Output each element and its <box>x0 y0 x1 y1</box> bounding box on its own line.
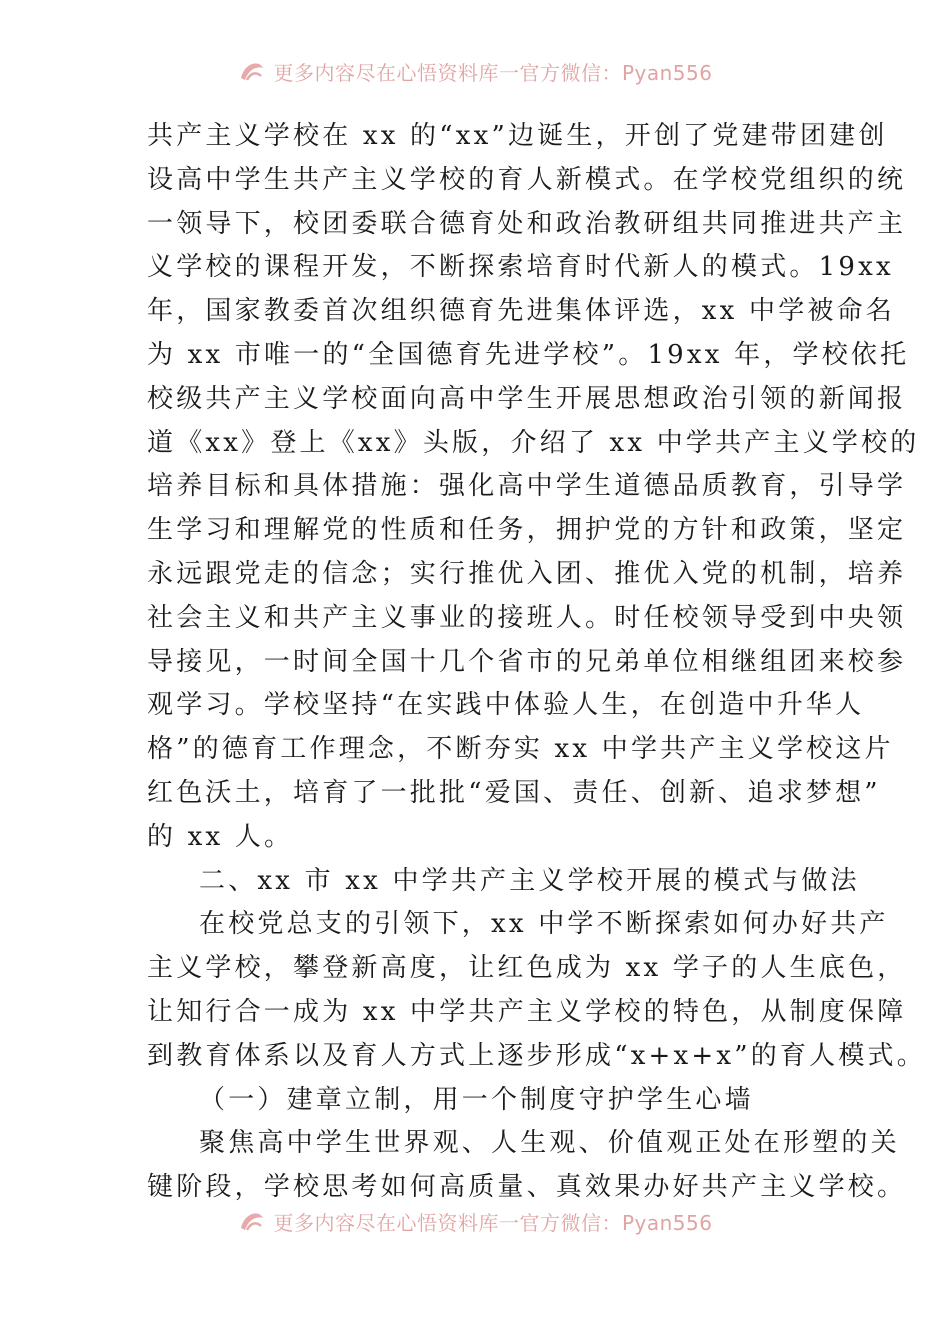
text-line: 生学习和理解党的性质和任务，拥护党的方针和政策，坚定 <box>147 515 907 546</box>
text-line: 观学习。学校坚持“在实践中体验人生，在创造中升华人 <box>147 690 865 721</box>
heading-text: （一）建章立制，用一个制度守护学生心墙 <box>199 1084 754 1115</box>
watermark-header <box>0 56 950 86</box>
text-line: 让知行合一成为 xx 中学共产主义学校的特色，从制度保障 <box>147 996 907 1027</box>
text-line: 道《xx》登上《xx》头版，介绍了 xx 中学共产主义学校的 <box>147 427 920 458</box>
text-line: 在校党总支的引领下，xx 中学不断探索如何办好共产 <box>199 909 889 940</box>
text-line: 一领导下，校团委联合德育处和政治教研组共同推进共产主 <box>147 208 907 239</box>
subsection-heading-one <box>147 1079 807 1123</box>
document-body <box>147 115 926 1210</box>
text-line: 聚焦高中学生世界观、人生观、价值观正处在形塑的关 <box>199 1128 900 1159</box>
text-line: 的 xx 人。 <box>147 821 294 852</box>
text-line: 导接见，一时间全国十几个省市的兄弟单位相继组团来校参 <box>147 646 907 677</box>
text-line: 为 xx 市唯一的“全国德育先进学校”。19xx 年，学校依托 <box>147 339 910 370</box>
text-line: 培养目标和具体措施：强化高中学生道德品质教育，引导学 <box>147 471 907 502</box>
watermark-logo-icon <box>237 58 267 84</box>
text-line: 键阶段，学校思考如何高质量、真效果办好共产主义学校。 <box>147 1172 907 1203</box>
text-line: 社会主义和共产主义事业的接班人。时任校领导受到中央领 <box>147 602 907 633</box>
watermark-text: 更多内容尽在心悟资料库一官方微信：Pyan556 <box>273 60 713 85</box>
paragraph-focus <box>147 1122 907 1210</box>
text-line: 义学校的课程开发，不断探索培育时代新人的模式。19xx <box>147 252 894 283</box>
watermark-text: 更多内容尽在心悟资料库一官方微信：Pyan556 <box>273 1210 713 1235</box>
text-line: 永远跟党走的信念；实行推优入团、推优入党的机制，培养 <box>147 558 907 589</box>
text-line: 年，国家教委首次组织德育先进集体评选，xx 中学被命名 <box>147 296 895 327</box>
text-line: 设高中学生共产主义学校的育人新模式。在学校党组织的统 <box>147 164 907 195</box>
heading-text: 二、xx 市 xx 中学共产主义学校开展的模式与做法 <box>199 865 860 896</box>
text-line: 校级共产主义学校面向高中学生开展思想政治引领的新闻报 <box>147 383 907 414</box>
watermark-logo-icon <box>237 1208 267 1234</box>
text-line: 红色沃土，培育了一批批“爱国、责任、创新、追求梦想” <box>147 777 881 808</box>
paragraph-history <box>147 115 920 860</box>
watermark-footer <box>0 1206 950 1236</box>
text-line: 共产主义学校在 xx 的“xx”边诞生，开创了党建带团建创 <box>147 121 888 151</box>
text-line: 到教育体系以及育人方式上逐步形成“x+x+x”的育人模式。 <box>147 1040 926 1071</box>
text-line: 主义学校，攀登新高度，让红色成为 xx 学子的人生底色， <box>147 953 907 984</box>
paragraph-model <box>147 903 926 1078</box>
text-line: 格”的德育工作理念，不断夯实 xx 中学共产主义学校这片 <box>147 734 894 765</box>
section-heading-two <box>147 860 860 904</box>
